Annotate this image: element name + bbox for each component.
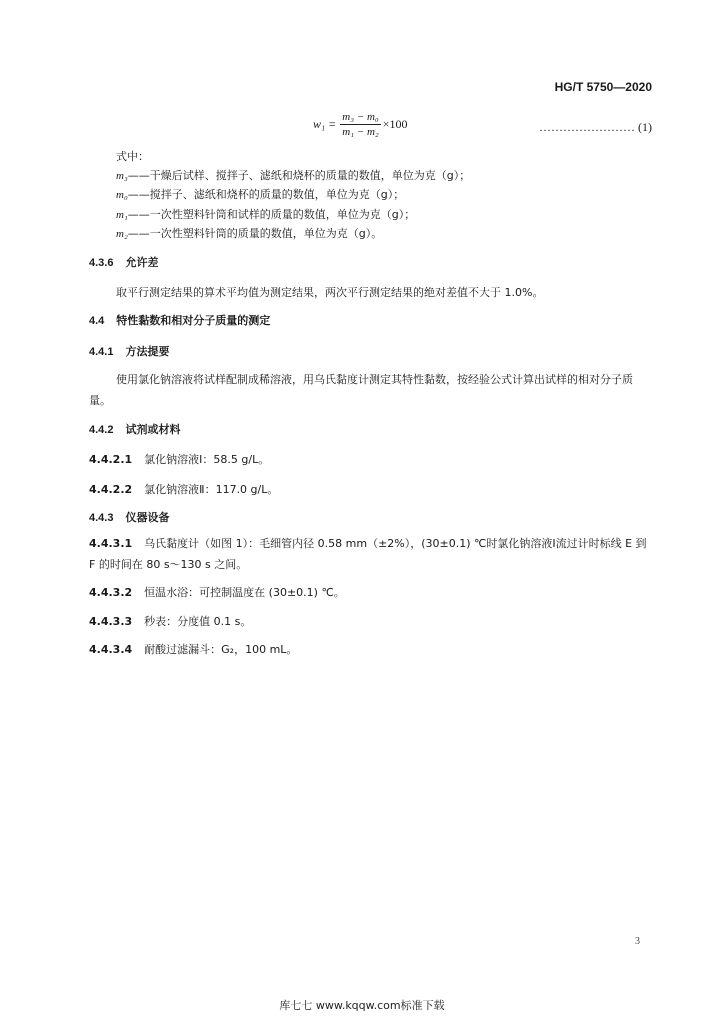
standard-number: HG/T 5750—2020 xyxy=(554,80,652,94)
footer-watermark: 库七七 www.kqqw.com标准下载 xyxy=(279,999,445,1012)
formula-1 xyxy=(313,104,408,144)
where-item: m₁——一次性塑料针筒和试样的质量的数值，单位为克（g）； xyxy=(116,208,416,221)
where-item: m₀——搅拌子、滤纸和烧杯的质量的数值，单位为克（g）； xyxy=(116,188,405,201)
clause-item: 4.4.3.2 恒温水浴：可控制温度在 (30±0.1) ℃。 xyxy=(89,586,345,599)
formula-fraction xyxy=(340,111,380,138)
clause-item: 4.4.2.1 氯化钠溶液Ⅰ：58.5 g/L。 xyxy=(89,453,270,466)
clause-item: 4.4.2.2 氯化钠溶液Ⅱ：117.0 g/L。 xyxy=(89,483,279,496)
section-heading: 4.4.3 仪器设备 xyxy=(89,511,170,524)
clause-item: 4.4.3.1 乌氏黏度计（如图 1）：毛细管内径 0.58 mm（±2%），(30±0.1) ℃时氯化钠溶液Ⅰ流过计时标线 E 到 F 的时间在 80 s～130 s 之间。 xyxy=(89,537,647,571)
section-heading: 4.3.6 允许差 xyxy=(89,256,159,269)
formula-lhs: w₁ = xyxy=(313,116,337,131)
section-body: 取平行测定结果的算术平均值为测定结果，两次平行测定结果的绝对差值不大于 1.0%。 xyxy=(116,286,544,299)
formula-denominator: m₁ − m₂ xyxy=(342,125,379,138)
section-body: 使用氯化钠溶液将试样配制成稀溶液，用乌氏黏度计测定其特性黏数，按经验公式计算出试样的相对分子质量。 xyxy=(89,373,633,407)
where-item: m₂——一次性塑料针筒的质量的数值，单位为克（g）。 xyxy=(116,227,383,240)
where-item: m₃——干燥后试样、搅拌子、滤纸和烧杯的质量的数值，单位为克（g）； xyxy=(116,169,471,182)
where-intro: 式中： xyxy=(116,150,149,163)
equation-number: …………………… (1) xyxy=(539,120,652,134)
formula-numerator: m₃ − m₀ xyxy=(342,110,379,123)
page-number: 3 xyxy=(635,936,640,947)
clause-item: 4.4.3.4 耐酸过滤漏斗：G₂，100 mL。 xyxy=(89,643,298,656)
section-heading: 4.4.1 方法提要 xyxy=(89,345,170,358)
section-heading: 4.4.2 试剂或材料 xyxy=(89,423,181,436)
formula-factor: ×100 xyxy=(382,116,408,131)
section-heading: 4.4 特性黏数和相对分子质量的测定 xyxy=(89,314,271,327)
clause-item: 4.4.3.3 秒表：分度值 0.1 s。 xyxy=(89,615,252,628)
